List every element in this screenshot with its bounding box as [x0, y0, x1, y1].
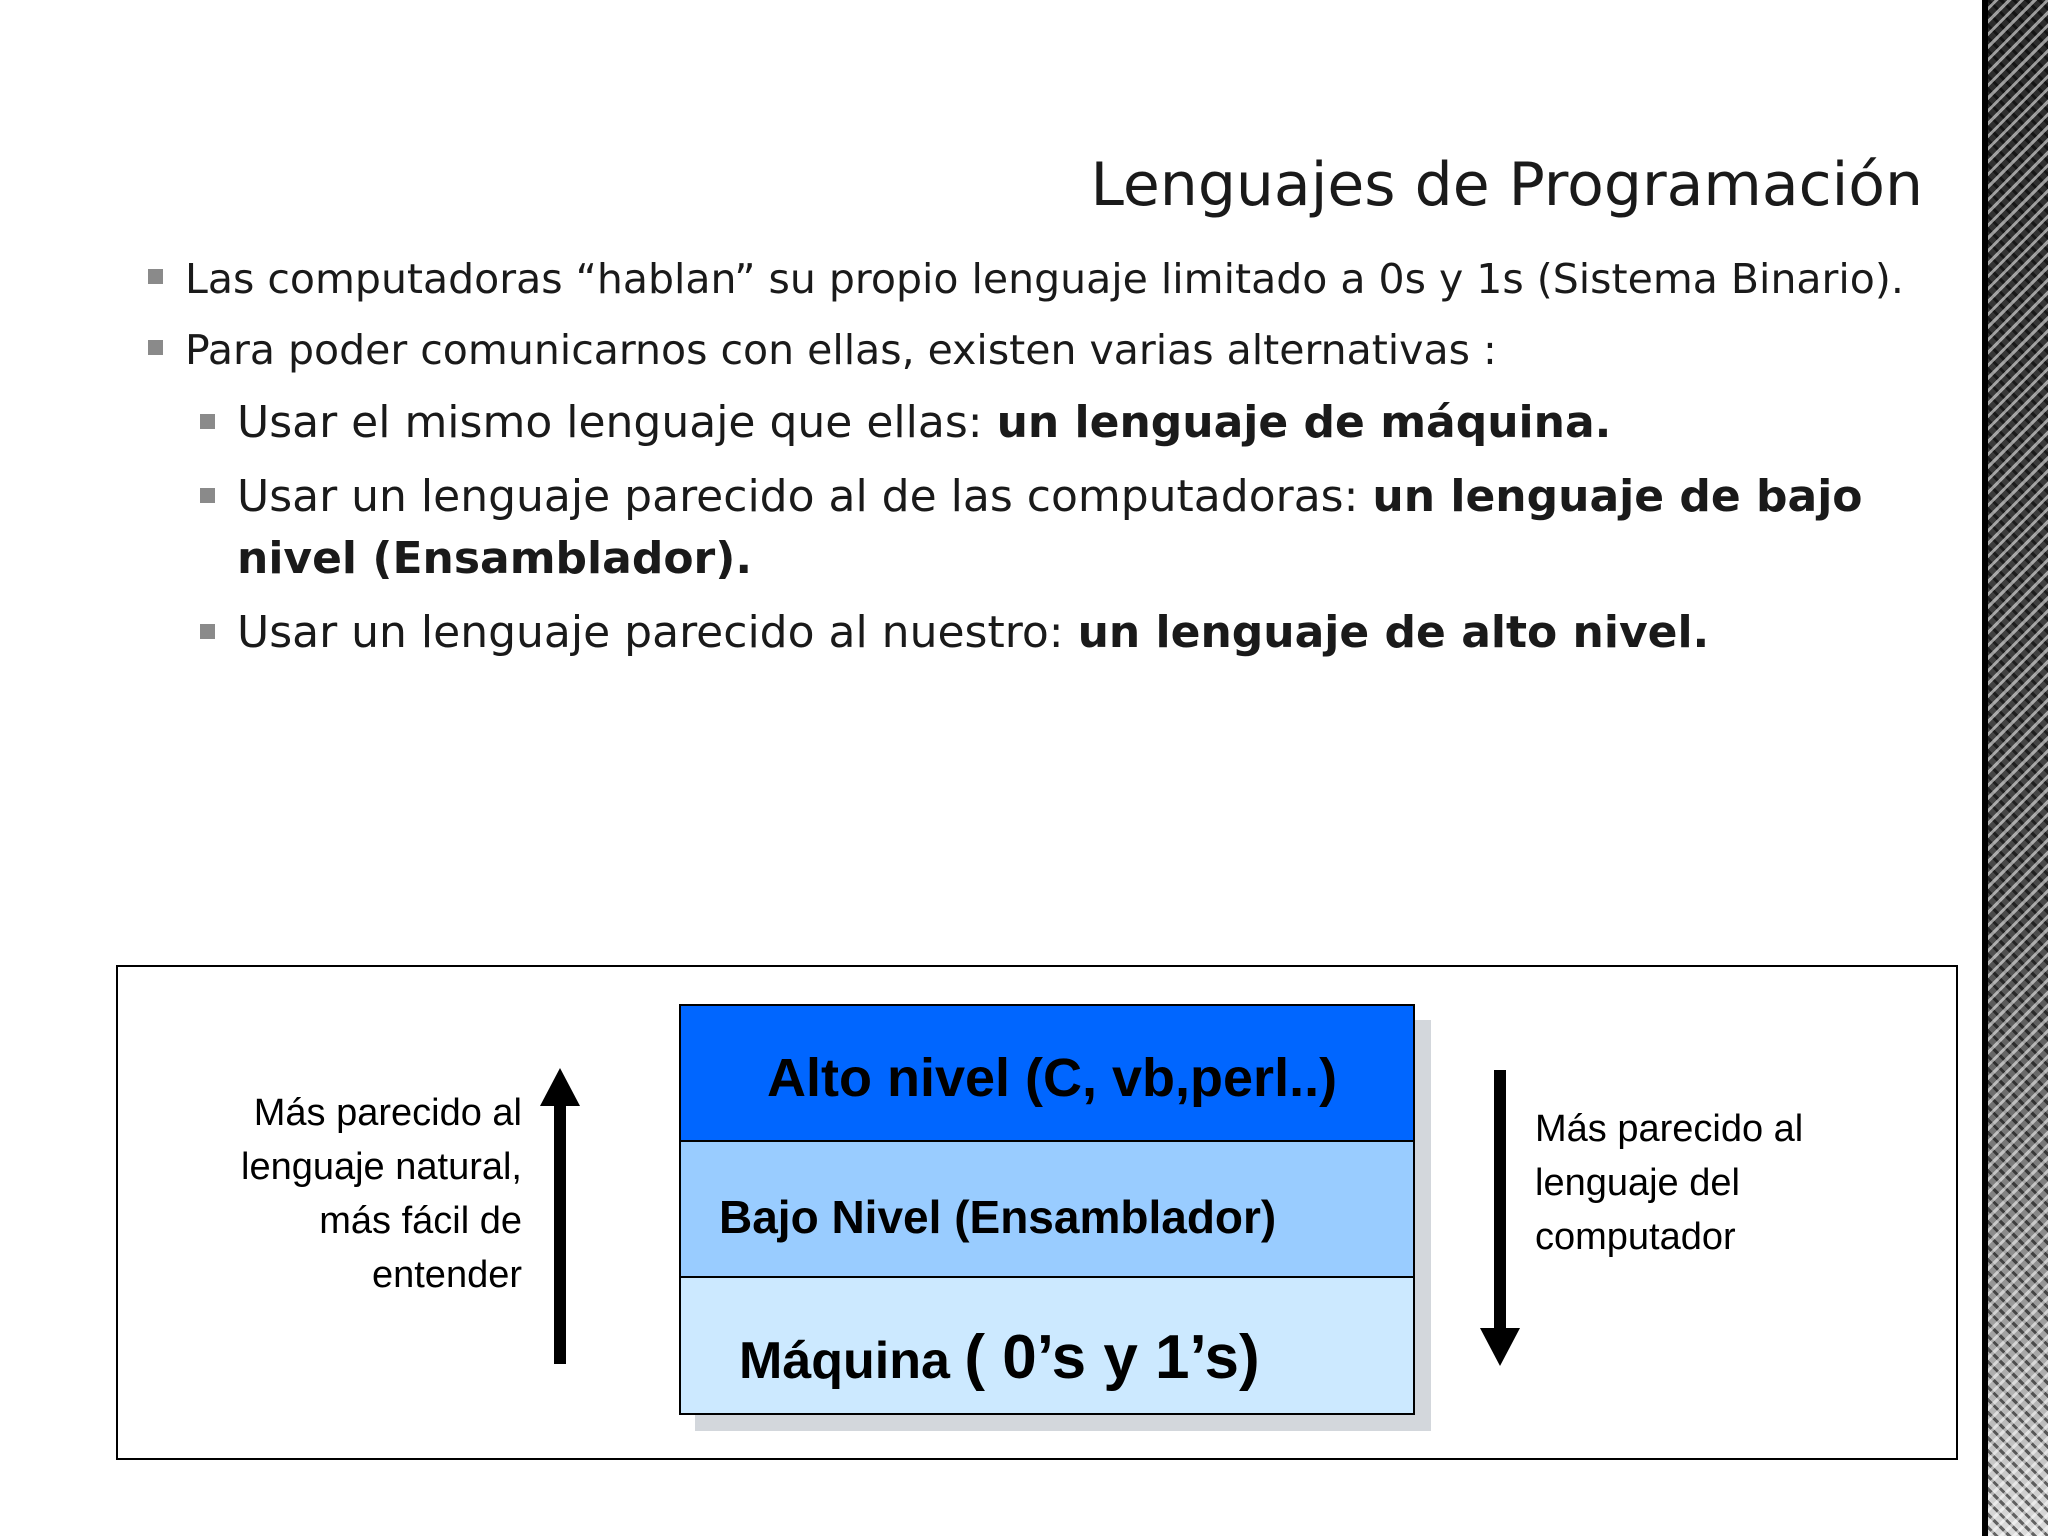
bullet-text: Las computadoras “hablan” su propio lenguaje limitado a 0s y 1s (Sistema Binario). — [185, 255, 1904, 303]
left-caption: Más parecido al lenguaje natural, más fácil de entender — [241, 1092, 522, 1296]
layer-high-level — [681, 1006, 1413, 1142]
sub-bullet-text: Usar el mismo lenguaje que ellas: — [237, 397, 997, 448]
sub-bullet-item — [197, 602, 1905, 664]
bullet-text: Para poder comunicarnos con ellas, existen varias alternativas : — [185, 326, 1497, 374]
sub-bullet-emphasis: un lenguaje de bajo nivel (Ensamblador). — [237, 471, 1863, 584]
square-bullet-icon — [148, 340, 163, 355]
right-caption: Más parecido al lenguaje del computador — [1535, 1108, 1804, 1258]
bullet-item — [145, 321, 1905, 380]
layer-low-level — [681, 1142, 1413, 1278]
arrow-up-icon — [538, 1068, 582, 1364]
layer-machine-label — [739, 1322, 1260, 1393]
sub-bullet-emphasis: un lenguaje de alto nivel. — [1077, 607, 1710, 658]
square-bullet-icon — [200, 488, 215, 503]
sub-bullet-emphasis: un lenguaje de máquina. — [996, 397, 1612, 448]
arrow-down-icon — [1478, 1070, 1522, 1366]
border-edge — [1982, 0, 1988, 1536]
sub-bullet-text: Usar un lenguaje parecido al de las computadoras: — [237, 471, 1373, 522]
bullet-list — [145, 250, 1905, 676]
layer-machine-binary: ( 0’s y 1’s) — [964, 1323, 1260, 1392]
layer-machine — [681, 1278, 1413, 1413]
layer-machine-word: Máquina — [739, 1332, 950, 1390]
layer-high-level-label: Alto nivel (C, vb,perl..) — [767, 1048, 1338, 1108]
slide-title: Lenguajes de Programación — [1090, 150, 1923, 220]
sub-bullet-item — [197, 466, 1905, 590]
square-bullet-icon — [148, 269, 163, 284]
decorative-border — [1982, 0, 2048, 1536]
layer-low-level-label: Bajo Nivel (Ensamblador) — [719, 1191, 1277, 1243]
bullet-item — [145, 250, 1905, 309]
language-level-stack — [679, 1004, 1415, 1415]
sub-bullet-item — [197, 392, 1905, 454]
sub-bullet-text: Usar un lenguaje parecido al nuestro: — [237, 607, 1078, 658]
square-bullet-icon — [200, 414, 215, 429]
square-bullet-icon — [200, 624, 215, 639]
